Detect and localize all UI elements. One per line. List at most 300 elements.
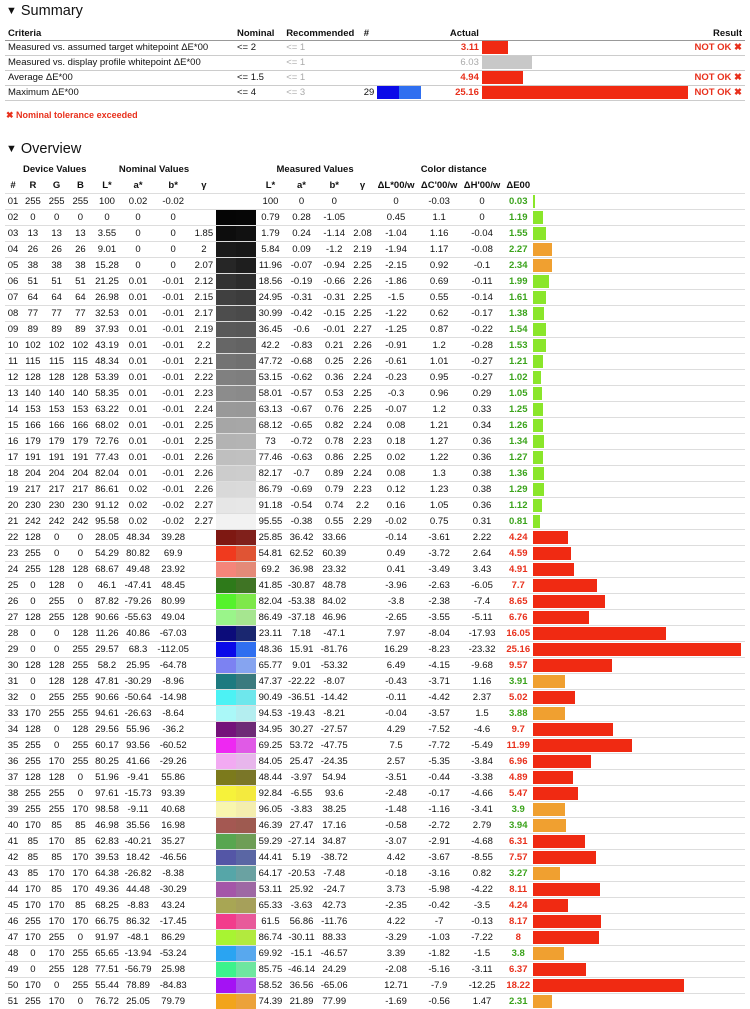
cell-meas-b: -47.75 [320, 739, 348, 751]
overview-row [5, 337, 745, 353]
cell-r: 64 [27, 291, 39, 303]
de-bar-cell [533, 753, 745, 769]
cell-g: 38 [51, 259, 62, 271]
cell-nom-l: 77.51 [95, 963, 119, 975]
nominal-swatch [216, 801, 236, 817]
cell-dl: 0.45 [386, 211, 406, 223]
col-nom-l: L* [102, 179, 112, 191]
de-bar [533, 643, 741, 656]
cell-idx: 45 [7, 899, 19, 911]
cell-nom-l: 87.82 [95, 595, 119, 607]
summary-heading[interactable] [6, 3, 83, 19]
cell-dh: 1.47 [472, 995, 492, 1007]
cell-dl: 3.39 [386, 947, 406, 959]
cell-nom-l: 21.25 [95, 275, 119, 287]
cell-nom-a: 0.02 [128, 195, 148, 207]
de-bar-cell [533, 689, 745, 705]
de-bar [533, 899, 568, 912]
cell-nom-l: 58.35 [95, 387, 119, 399]
cell-meas-l: 48.36 [258, 643, 283, 655]
cell-dl: 6.49 [386, 659, 406, 671]
cell-nom-gamma: 2.24 [194, 403, 214, 415]
cell-nom-gamma [192, 673, 216, 689]
cell-nom-l: 58.2 [97, 659, 117, 671]
de-bar [533, 611, 589, 624]
cell-r: 255 [24, 195, 41, 207]
cell-dh: 2.37 [472, 691, 492, 703]
cell-meas-a: -0.42 [290, 307, 313, 319]
cell-dc: -3.55 [428, 611, 450, 623]
cell-r: 230 [24, 499, 41, 511]
nominal-swatch [216, 945, 236, 961]
cell-dl: 0.08 [386, 467, 406, 479]
measured-swatch [236, 945, 256, 961]
cell-meas-b: -1.05 [323, 211, 346, 223]
de-bar [533, 707, 565, 720]
cell-r: 0 [30, 595, 36, 607]
overview-row [5, 241, 745, 257]
col-r: R [29, 179, 37, 191]
cell-meas-a: 5.19 [292, 851, 311, 863]
de-bar-cell [533, 609, 745, 625]
overview-table [5, 162, 745, 1009]
de-bar-cell [533, 353, 745, 369]
cell-g: 191 [48, 451, 65, 463]
cell-de: 2.27 [508, 243, 528, 255]
measured-swatch [236, 721, 256, 737]
cell-r: 217 [24, 483, 41, 495]
cell-dl: -0.04 [385, 707, 407, 719]
cell-dl: 0.49 [386, 547, 406, 559]
cell-dh: -9.68 [471, 659, 493, 671]
cell-b: 85 [75, 819, 86, 831]
recommended-cell: <= 1 [286, 57, 306, 68]
de-bar-cell [533, 897, 745, 913]
cell-nom-b: -53.24 [159, 947, 187, 959]
cell-r: 0 [30, 627, 36, 639]
cell-idx: 34 [7, 723, 19, 735]
nominal-swatch [216, 353, 236, 369]
cell-b: 255 [72, 195, 89, 207]
cell-dc: 0.75 [429, 515, 449, 527]
measured-swatch [236, 273, 256, 289]
de-bar [533, 563, 574, 576]
cell-b: 255 [72, 659, 89, 671]
cell-nom-b: -0.01 [162, 419, 184, 431]
cell-idx: 04 [7, 243, 19, 255]
cell-meas-l: 61.5 [261, 915, 280, 927]
nominal-cell [234, 55, 283, 70]
cell-meas-l: 74.39 [258, 995, 283, 1007]
nominal-swatch [216, 689, 236, 705]
summary-row [5, 70, 745, 85]
cell-r: 153 [24, 403, 41, 415]
de-bar [533, 371, 541, 384]
cell-r: 128 [24, 531, 41, 543]
cell-dh: -0.27 [471, 355, 493, 367]
cell-b: 170 [72, 883, 89, 895]
cell-meas-l: 24.95 [258, 291, 283, 303]
nominal-swatch [216, 577, 236, 593]
measured-swatch [236, 289, 256, 305]
cell-nom-b: -0.01 [162, 355, 184, 367]
cell-meas-b: 0.36 [324, 371, 344, 383]
cell-de: 11.99 [506, 739, 530, 751]
measured-swatch [236, 449, 256, 465]
cell-b: 0 [77, 211, 84, 223]
cell-dl: -1.22 [385, 307, 407, 319]
cell-dh: 0.82 [472, 867, 492, 879]
cell-nom-b: 79.79 [161, 995, 186, 1007]
cell-dh: -7.22 [471, 931, 493, 943]
cell-b: 51 [75, 275, 86, 287]
cell-nom-gamma: 2.21 [194, 355, 214, 367]
cell-de: 1.19 [508, 211, 528, 223]
cell-meas-gamma [351, 817, 375, 833]
cell-b: 0 [77, 547, 84, 559]
cell-nom-gamma: 2.15 [194, 291, 214, 303]
cell-dh: -0.17 [471, 307, 493, 319]
cell-r: 0 [30, 691, 36, 703]
measured-swatch [236, 577, 256, 593]
cell-meas-a: -0.6 [293, 323, 310, 335]
cell-de: 6.96 [508, 755, 528, 767]
cell-meas-a: -0.57 [290, 387, 313, 399]
col-recommended: Recommended [283, 27, 361, 40]
cell-r: 166 [24, 419, 41, 431]
cell-dc: 1.2 [432, 339, 446, 351]
cell-dl: -1.48 [385, 803, 407, 815]
cell-nom-a: -48.1 [127, 931, 149, 943]
cell-meas-a: -37.18 [288, 611, 315, 623]
measured-swatch [236, 769, 256, 785]
cell-meas-l: 82.04 [258, 595, 283, 607]
cell-dc: 0.92 [429, 259, 449, 271]
cell-meas-b: 84.02 [322, 595, 347, 607]
cell-nom-a: -56.79 [124, 963, 152, 975]
cell-meas-b: 93.6 [324, 787, 344, 799]
cell-nom-a: 0.01 [128, 467, 148, 479]
overview-heading[interactable] [6, 141, 81, 157]
cell-idx: 27 [7, 611, 19, 623]
cell-nom-a: 93.56 [126, 739, 150, 751]
cell-b: 128 [72, 963, 89, 975]
recommended-cell: <= 3 [286, 87, 306, 98]
col-meas-b: b* [329, 179, 339, 191]
cell-nom-a: -40.21 [124, 835, 152, 847]
cell-meas-l: 73 [265, 435, 276, 447]
result-cell [691, 55, 745, 70]
cell-meas-a: 9.01 [292, 659, 311, 671]
cell-dc: -4.15 [428, 659, 450, 671]
cell-b: 153 [72, 403, 89, 415]
cell-r: 0 [30, 947, 36, 959]
cell-dh: -4.66 [471, 787, 493, 799]
cell-de: 3.27 [508, 867, 528, 879]
measured-swatch [236, 433, 256, 449]
cell-nom-gamma [192, 753, 216, 769]
cell-g: 128 [48, 579, 65, 591]
cell-nom-gamma [192, 929, 216, 945]
overview-header-row [5, 178, 745, 194]
cell-de: 4.24 [508, 899, 528, 911]
cell-meas-gamma [351, 625, 375, 641]
measured-swatch [236, 881, 256, 897]
cell-g: 0 [53, 723, 60, 735]
de-bar-cell [533, 801, 745, 817]
cell-nom-b: -8.38 [162, 867, 184, 879]
cell-idx: 51 [7, 995, 19, 1007]
cell-dh: 2.79 [472, 819, 492, 831]
cell-de: 1.38 [508, 307, 528, 319]
cell-meas-l: 85.75 [258, 963, 283, 975]
measured-swatch [236, 961, 256, 977]
cell-dl: -0.18 [385, 867, 407, 879]
nominal-cell: <= 2 [236, 42, 256, 53]
cell-meas-l: 69.92 [258, 947, 283, 959]
actual-bar [482, 71, 523, 84]
cell-meas-l: 86.49 [258, 611, 283, 623]
cell-meas-b: 46.96 [322, 611, 347, 623]
cell-dl: -1.86 [385, 275, 407, 287]
nominal-swatch [216, 977, 236, 993]
overview-row [5, 657, 745, 673]
cell-nom-b: 80.99 [161, 595, 186, 607]
cell-meas-b: -0.66 [323, 275, 346, 287]
cell-meas-a: -0.38 [290, 515, 313, 527]
cell-dh: -8.55 [471, 851, 493, 863]
cell-dl: -0.23 [385, 371, 407, 383]
cell-idx: 32 [7, 691, 19, 703]
cell-g: 77 [51, 307, 62, 319]
col-result: Result [691, 27, 745, 40]
cell-meas-gamma [351, 945, 375, 961]
cell-meas-l: 64.17 [258, 867, 283, 879]
cell-meas-l: 42.2 [261, 339, 280, 351]
cell-g: 170 [48, 755, 65, 767]
cell-dl: 7.5 [389, 739, 403, 751]
cell-meas-a: 56.86 [289, 915, 314, 927]
cell-meas-b: 0.86 [324, 451, 344, 463]
nominal-swatch [216, 833, 236, 849]
cell-meas-l: 58.01 [258, 387, 283, 399]
overview-row [5, 417, 745, 433]
cell-b: 255 [72, 739, 89, 751]
cell-g: 170 [48, 995, 65, 1007]
cell-meas-l: 95.55 [258, 515, 283, 527]
overview-row [5, 977, 745, 993]
cell-nom-gamma [192, 913, 216, 929]
cell-idx: 16 [7, 435, 19, 447]
cell-meas-a: -15.1 [290, 947, 313, 959]
cell-idx: 14 [7, 403, 19, 415]
cell-r: 170 [24, 707, 41, 719]
de-bar-cell [533, 513, 745, 529]
cell-g: 0 [53, 211, 60, 223]
cell-dh: 0.34 [472, 419, 492, 431]
cell-meas-a: -0.07 [290, 259, 313, 271]
nominal-swatch [216, 897, 236, 913]
cell-meas-gamma: 2.24 [353, 371, 372, 383]
de-bar [533, 323, 546, 336]
cell-dl: 12.71 [384, 979, 408, 991]
cell-dh: 1.16 [472, 675, 492, 687]
swatch-cell [377, 85, 425, 100]
cell-meas-b: -11.76 [321, 915, 348, 927]
cell-meas-b: 0 [331, 195, 337, 207]
overview-row [5, 193, 745, 209]
cell-de: 4.89 [508, 771, 528, 783]
cell-g: 170 [48, 947, 65, 959]
cell-nom-gamma [192, 721, 216, 737]
cell-idx: 29 [7, 643, 19, 655]
cell-meas-a: -53.38 [288, 595, 315, 607]
cell-meas-gamma [351, 753, 375, 769]
cell-nom-a: 0.01 [128, 451, 148, 463]
cell-nom-a: 0 [135, 243, 141, 255]
cell-r: 0 [30, 675, 36, 687]
nominal-swatch [216, 705, 236, 721]
cell-nom-b: 93.39 [161, 787, 186, 799]
cell-de: 1.53 [508, 339, 528, 351]
cell-nom-gamma [192, 561, 216, 577]
cell-dh: -4.68 [471, 835, 493, 847]
cell-idx: 25 [7, 579, 19, 591]
de-bar [533, 499, 542, 512]
cell-idx: 21 [7, 515, 19, 527]
cell-idx: 44 [7, 883, 19, 895]
cell-b: 128 [72, 371, 89, 383]
cell-dc: -0.42 [428, 899, 450, 911]
cell-dh: -5.49 [471, 739, 493, 751]
criteria-cell: Maximum ΔE*00 [8, 87, 79, 98]
actual-cell: 4.94 [460, 72, 479, 83]
cell-de: 5.02 [508, 691, 528, 703]
cell-nom-a: 0.01 [128, 323, 148, 335]
cell-idx: 36 [7, 755, 19, 767]
cell-idx: 31 [7, 675, 19, 687]
cell-nom-l: 94.61 [95, 707, 119, 719]
cell-b: 191 [72, 451, 89, 463]
cell-nom-l: 64.38 [95, 867, 119, 879]
cell-de: 4.59 [508, 547, 528, 559]
cell-nom-a: 0.01 [128, 403, 148, 415]
cell-idx: 48 [7, 947, 19, 959]
de-bar-cell [533, 433, 745, 449]
cell-meas-l: 23.11 [258, 627, 282, 639]
cell-nom-b: 0 [170, 227, 176, 239]
de-bar-cell [533, 545, 745, 561]
cell-meas-gamma [351, 641, 375, 657]
nominal-swatch [216, 593, 236, 609]
actual-bar [482, 56, 532, 69]
cell-nom-gamma: 2.19 [194, 323, 214, 335]
cell-g: 255 [48, 803, 65, 815]
cell-r: 128 [24, 371, 41, 383]
cell-r: 242 [24, 515, 41, 527]
cell-b: 255 [72, 691, 89, 703]
de-bar-cell [533, 865, 745, 881]
de-bar [533, 739, 632, 752]
cell-meas-l: 96.05 [258, 803, 283, 815]
cell-dh: 0.36 [472, 499, 492, 511]
cell-r: 85 [27, 851, 39, 863]
nominal-swatch [216, 513, 236, 529]
col-meas-a: a* [297, 179, 306, 191]
measured-swatch [236, 401, 256, 417]
cell-meas-gamma: 2.19 [353, 243, 372, 255]
cell-meas-l: 11.96 [258, 259, 282, 271]
cell-dc: -1.03 [428, 931, 450, 943]
cell-meas-gamma [351, 833, 375, 849]
cell-b: 0 [77, 595, 84, 607]
cell-g: 255 [48, 691, 65, 703]
cell-meas-b: 88.33 [322, 931, 347, 943]
cell-r: 140 [24, 387, 41, 399]
cell-b: 230 [72, 499, 89, 511]
cell-meas-l: 86.74 [258, 931, 283, 943]
cell-dl: -1.25 [385, 323, 407, 335]
cell-meas-gamma [351, 865, 375, 881]
cell-nom-gamma: 2.22 [194, 371, 214, 383]
cell-r: 170 [24, 931, 41, 943]
de-bar-cell [533, 305, 745, 321]
measured-swatch [236, 193, 256, 209]
cell-g: 170 [48, 899, 65, 911]
cell-dc: -7.9 [430, 979, 448, 991]
overview-row [5, 289, 745, 305]
measured-swatch [236, 849, 256, 865]
cell-r: 170 [24, 883, 41, 895]
nominal-swatch [216, 305, 236, 321]
cell-idx: 50 [7, 979, 19, 991]
cell-g: 51 [51, 275, 62, 287]
de-bar [533, 675, 565, 688]
cell-nom-b: 49.04 [161, 611, 186, 623]
cell-meas-a: 36.98 [289, 563, 314, 575]
measured-swatch [236, 609, 256, 625]
cell-meas-b: -24.35 [320, 755, 348, 767]
cell-g: 230 [48, 499, 65, 511]
cell-idx: 19 [7, 483, 19, 495]
cell-dl: -0.61 [385, 355, 407, 367]
cell-nom-a: 0.01 [128, 387, 148, 399]
cell-nom-gamma: 2.26 [194, 467, 214, 479]
col-g: G [52, 179, 61, 191]
actual-cell: 3.11 [460, 42, 479, 53]
cell-meas-b: -14.42 [320, 691, 348, 703]
de-bar [533, 819, 566, 832]
cell-nom-gamma [192, 849, 216, 865]
cell-dc: -3.57 [428, 707, 450, 719]
cell-dc: -3.61 [428, 531, 450, 543]
criteria-cell: Measured vs. assumed target whitepoint ΔE*00 [8, 42, 209, 53]
measured-swatch [236, 481, 256, 497]
cell-dc: 0.95 [429, 371, 449, 383]
cell-dc: 1.17 [429, 243, 449, 255]
cell-r: 255 [24, 739, 41, 751]
cell-dh: -0.04 [471, 227, 493, 239]
cell-nom-b: 0 [170, 243, 176, 255]
cell-meas-b: -81.76 [320, 643, 348, 655]
measured-swatch [236, 641, 256, 657]
cell-meas-a: -46.14 [288, 963, 315, 975]
de-bar-cell [533, 785, 745, 801]
cell-b: 179 [72, 435, 89, 447]
cell-dl: 0.41 [386, 563, 406, 575]
cell-nom-a: 0 [135, 259, 141, 271]
cell-dc: 0.62 [429, 307, 449, 319]
